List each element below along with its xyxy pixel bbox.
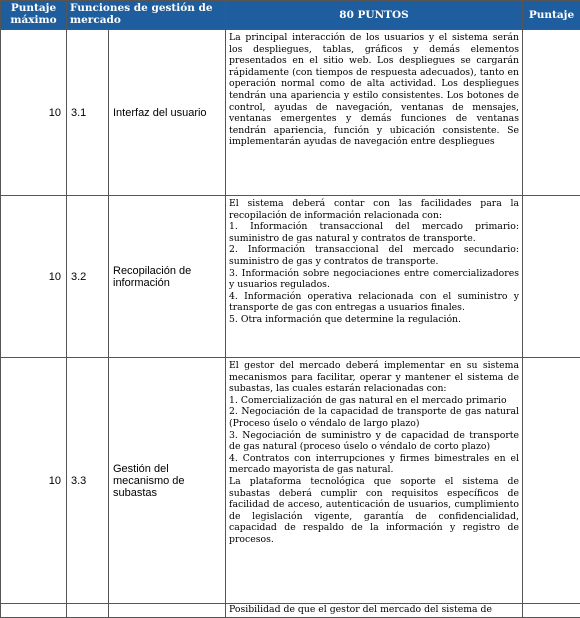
table-row-partial: [1, 604, 580, 618]
function-description-cell: [226, 358, 523, 604]
function-description-cell: [226, 196, 523, 358]
max-score-cell: 10: [1, 358, 67, 604]
description-text: La principal interacción de los usuarios y el sistema serán los despliegues, tablas, gráficos y demás elementos presentados en el sitio web. Los despliegues se cargarán rápidamente (con tiempos de respuesta adecuados), tanto en operación normal como de alta actividad. Los despliegues tendrán una apariencia y estilo consistentes. Los botones de control, ayudas de navegación, ventanas de mensajes, ventanas emergentes y demás funciones de ventanas tendrán apariencia, función y ubicación consistente. Se implementarán ayudas de navegación entre despliegues: [229, 32, 519, 148]
table-row: [1, 196, 580, 358]
table-header-row: [1, 1, 580, 30]
max-score-cell: 10: [1, 30, 67, 196]
function-description-cell: [226, 30, 523, 196]
score-cell: [523, 196, 580, 358]
function-code-cell: 3.3: [67, 358, 109, 604]
score-cell: [523, 358, 580, 604]
function-description-cell: Posibilidad de que el gestor del mercado del sistema de: [226, 604, 523, 618]
function-code-cell: 3.1: [67, 30, 109, 196]
max-score-cell: [1, 604, 67, 618]
score-cell: [523, 604, 580, 618]
description-text: El gestor del mercado deberá implementar en su sistema mecanismos para facilitar, operar y mantener el sistema de subastas, las cuales estarán relacionadas con: 1. Comercialización de gas natural en el mercado primario 2. Negociación de la capacidad de transporte de gas natural (Proceso úselo o véndalo de largo plazo) 3. Negociación de suministro y de capacidad de transporte de gas natural (proceso úselo o véndalo de corto plazo) 4. Contratos con interrupciones y firmes bimestrales en el mercado mayorista de gas natural. La plataforma tecnológica que soporte el sistema de subastas deberá cumplir con requisitos específicos de facilidad de acceso, autenticación de usuarios, cumplimiento de legislación vigente, garantía de confidencialidad, capacidad de respaldo de la información y registro de procesos.: [229, 360, 519, 546]
header-points: 80 PUNTOS: [226, 1, 523, 30]
function-name-cell: Gestión del mecanismo de subastas: [109, 358, 226, 604]
header-market-functions: Funciones de gestión de mercado: [67, 1, 226, 30]
description-text: El sistema deberá contar con las facilidades para la recopilación de información relacionada con: 1. Información transaccional del mercado primario: suministro de gas natural y contratos de transporte. 2. Información transaccional del mercado secundario: suministro de gas y contratos de transporte. 3. Información sobre negociaciones entre comercializadores y usuarios regulados. 4. Información operativa relacionada con el suministro y transporte de gas con entregas a usuarios finales. 5. Otra información que determine la regulación.: [229, 198, 519, 326]
function-name-cell: Recopilación de información: [109, 196, 226, 358]
table-row: [1, 358, 580, 604]
max-score-cell: 10: [1, 196, 67, 358]
table-row: [1, 30, 580, 196]
function-name-cell: [109, 604, 226, 618]
function-code-cell: 3.2: [67, 196, 109, 358]
function-name-cell: Interfaz del usuario: [109, 30, 226, 196]
score-cell: [523, 30, 580, 196]
header-max-score: Puntaje máximo: [1, 1, 67, 30]
header-score: Puntaje: [523, 1, 580, 30]
function-code-cell: [67, 604, 109, 618]
